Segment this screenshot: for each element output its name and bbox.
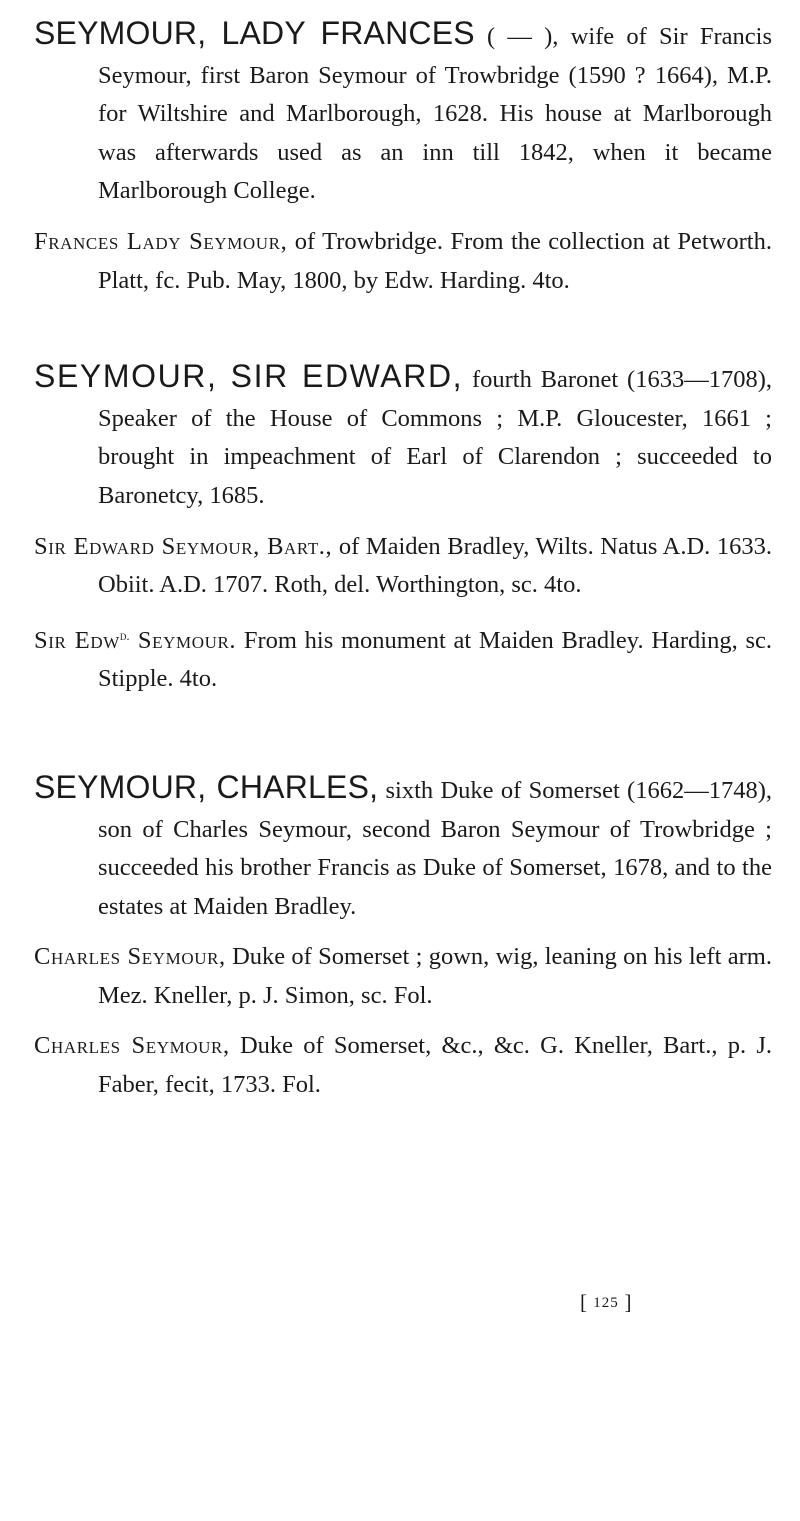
entry-sir-edward-biography bbox=[34, 357, 772, 515]
page-number-open-bracket: [ bbox=[580, 1290, 588, 1314]
portrait-listing bbox=[34, 223, 772, 300]
portrait-description: of Trowbridge. From the collection at Petworth. Platt, fc. Pub. May, 1800, by Edw. Harding. 4to. bbox=[98, 227, 772, 294]
entry-heading: SEYMOUR, CHARLES, bbox=[34, 768, 379, 805]
entry-biography-text: sixth Duke of Somerset (1662—1748), son of Charles Seymour, second Baron Seymour of Trowbridge ; succeeded his brother Francis as Duke of Somerset, 1678, and to the estates at Maiden Bradley. bbox=[98, 776, 773, 920]
portrait-description: Duke of Somerset, &c., &c. G. Kneller, Bart., p. J. Faber, fecit, 1733. Fol. bbox=[98, 1032, 772, 1099]
portrait-caption: Charles Seymour, bbox=[34, 1032, 230, 1060]
portrait-caption: Sir Edward Seymour, Bart., bbox=[34, 532, 333, 560]
entry-divider-space bbox=[34, 699, 772, 768]
page-number-value: 125 bbox=[593, 1295, 619, 1311]
portrait-caption-end: Seymour. bbox=[129, 626, 237, 654]
entry-heading: SEYMOUR, LADY FRANCES bbox=[34, 15, 475, 51]
entry-charles-biography bbox=[34, 768, 772, 926]
page-text bbox=[34, 14, 772, 1105]
entry-divider-space bbox=[34, 300, 772, 357]
entry-biography-text: ( — ), wife of Sir Francis Seymour, first Baron Seymour of Trowbridge (1590 ? 1664), M.P. for Wiltshire and Marlborough, 1628. His house at Marlborough was afterwards used as an inn till 1842, when it became Marlborough College. bbox=[98, 23, 772, 205]
portrait-listing bbox=[34, 938, 772, 1015]
portrait-description: Duke of Somerset ; gown, wig, leaning on his left arm. Mez. Kneller, p. J. Simon, sc. Fol. bbox=[98, 943, 772, 1009]
portrait-caption: Frances Lady Seymour, bbox=[34, 227, 288, 255]
portrait-caption: Charles Seymour, bbox=[34, 943, 226, 971]
portrait-caption-start: Sir Edw bbox=[34, 626, 120, 654]
entry-lady-frances-biography bbox=[34, 14, 772, 211]
portrait-listing bbox=[34, 1027, 772, 1104]
portrait-listing bbox=[34, 528, 772, 605]
portrait-caption bbox=[34, 627, 236, 654]
portrait-caption-superscript: d. bbox=[119, 627, 130, 643]
portrait-description: From his monument at Maiden Bradley. Harding, sc. Stipple. 4to. bbox=[98, 626, 772, 693]
entry-heading: SEYMOUR, SIR EDWARD, bbox=[34, 358, 464, 395]
portrait-listing bbox=[34, 617, 772, 699]
entry-biography-text: fourth Baronet (1633—1708), Speaker of the House of Commons ; M.P. Gloucester, 1661 ; brought in impeachment of Earl of Clarendon ; succeeded to Baronetcy, 1685. bbox=[98, 366, 772, 509]
page-number bbox=[580, 1290, 632, 1315]
page-number-close-bracket: ] bbox=[624, 1290, 632, 1314]
portrait-description: of Maiden Bradley, Wilts. Natus A.D. 1633. Obiit. A.D. 1707. Roth, del. Worthington, sc. 4to. bbox=[98, 532, 773, 599]
